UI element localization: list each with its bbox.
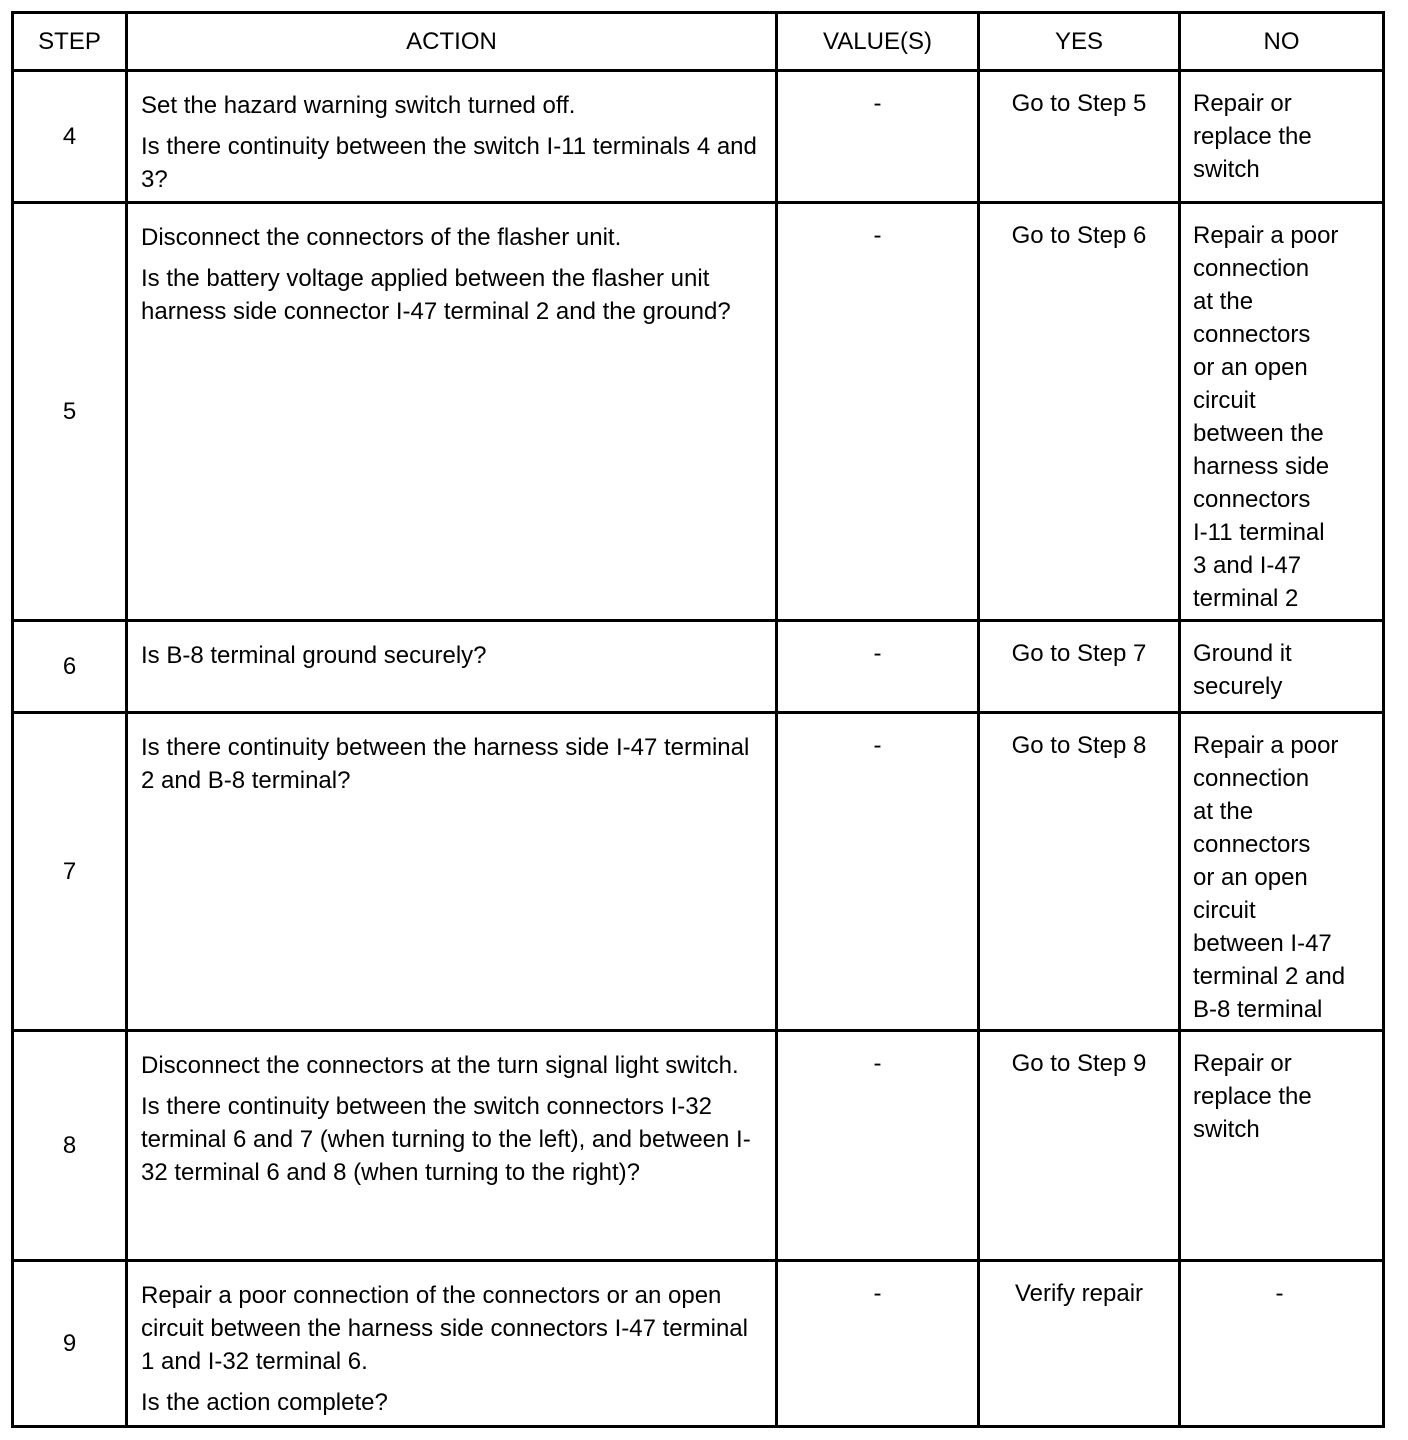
no-text-line: replace the: [1193, 123, 1312, 150]
no-text-line: connectors: [1193, 486, 1311, 513]
value-cell: -: [777, 203, 979, 621]
no-text-line: Repair or: [1193, 90, 1292, 117]
action-cell: [127, 713, 777, 1031]
yes-cell: Go to Step 9: [979, 1031, 1180, 1261]
step-number: 5: [13, 203, 127, 621]
no-text-line: switch: [1193, 1116, 1260, 1143]
no-text-line: terminal 2: [1193, 585, 1299, 612]
no-text-line: connectors: [1193, 831, 1311, 858]
step-number: 7: [13, 713, 127, 1031]
action-text: Is there continuity between the switch connectors I-32 terminal 6 and 7 (when turning to the left), and between I-32 terminal 6 and 8 (when turning to the right)?: [141, 1093, 751, 1186]
step-number: 4: [13, 71, 127, 203]
no-cell: [1180, 621, 1384, 713]
step-number: 9: [13, 1261, 127, 1427]
action-text: Disconnect the connectors at the turn signal light switch.: [141, 1052, 739, 1079]
action-text: Disconnect the connectors of the flasher unit.: [141, 224, 622, 251]
table-row: [13, 203, 1384, 621]
no-text-line: or an open: [1193, 354, 1308, 381]
value-cell: -: [777, 713, 979, 1031]
table-body: [13, 71, 1384, 1427]
no-cell: [1180, 1031, 1384, 1261]
no-text-line: between I-47: [1193, 930, 1332, 957]
header-action: ACTION: [127, 13, 777, 71]
no-text-line: connection: [1193, 255, 1310, 282]
no-text-line: circuit: [1193, 897, 1256, 924]
table-row: [13, 1261, 1384, 1427]
no-text-line: connectors: [1193, 321, 1311, 348]
no-cell: [1180, 71, 1384, 203]
no-text-line: 3 and I-47: [1193, 552, 1302, 579]
no-text-line: I-11 terminal: [1193, 519, 1325, 546]
action-cell: [127, 1031, 777, 1261]
no-text-line: harness side: [1193, 453, 1330, 480]
action-cell: [127, 621, 777, 713]
no-text-line: between the: [1193, 420, 1324, 447]
no-cell: [1180, 713, 1384, 1031]
step-number: 8: [13, 1031, 127, 1261]
table-row: [13, 621, 1384, 713]
yes-cell: Go to Step 7: [979, 621, 1180, 713]
no-text-line: Repair a poor: [1193, 222, 1339, 249]
no-text-line: Ground it: [1193, 640, 1292, 667]
no-cell: [1180, 203, 1384, 621]
no-text-line: switch: [1193, 156, 1260, 183]
no-text-line: Repair a poor: [1193, 732, 1339, 759]
no-text-line: circuit: [1193, 387, 1256, 414]
action-text: Is there continuity between the switch I-11 terminals 4 and 3?: [141, 133, 757, 193]
no-text-line: at the: [1193, 798, 1254, 825]
action-text: Is the battery voltage applied between the flasher unit harness side connector I-47 terminal 2 and the ground?: [141, 265, 731, 325]
yes-cell: Go to Step 6: [979, 203, 1180, 621]
value-cell: -: [777, 1031, 979, 1261]
action-text: Is there continuity between the harness side I-47 terminal 2 and B-8 terminal?: [141, 734, 750, 794]
action-text: Is the action complete?: [141, 1389, 388, 1416]
action-cell: [127, 203, 777, 621]
no-text-line: or an open: [1193, 864, 1308, 891]
no-text-line: -: [1275, 1280, 1284, 1307]
no-text-line: securely: [1193, 673, 1283, 700]
action-text: Is B-8 terminal ground securely?: [141, 642, 487, 669]
value-cell: -: [777, 71, 979, 203]
step-number: 6: [13, 621, 127, 713]
table-row: [13, 713, 1384, 1031]
action-cell: [127, 1261, 777, 1427]
header-yes: YES: [979, 13, 1180, 71]
yes-cell: Verify repair: [979, 1261, 1180, 1427]
header-row: [13, 13, 1384, 71]
header-values: VALUE(S): [777, 13, 979, 71]
no-text-line: Repair or: [1193, 1050, 1292, 1077]
no-text-line: connection: [1193, 765, 1310, 792]
value-cell: -: [777, 1261, 979, 1427]
table-row: [13, 71, 1384, 203]
header-step: STEP: [13, 13, 127, 71]
no-text-line: replace the: [1193, 1083, 1312, 1110]
action-text: Repair a poor connection of the connectors or an open circuit between the harness side connectors I-47 terminal 1 and I-32 terminal 6.: [141, 1282, 748, 1375]
diagnostic-table: [11, 11, 1385, 1428]
action-text: Set the hazard warning switch turned off.: [141, 92, 576, 119]
value-cell: -: [777, 621, 979, 713]
table-row: [13, 1031, 1384, 1261]
no-text-line: B-8 terminal: [1193, 996, 1323, 1023]
no-text-line: at the: [1193, 288, 1254, 315]
no-text-line: terminal 2 and: [1193, 963, 1346, 990]
yes-cell: Go to Step 5: [979, 71, 1180, 203]
yes-cell: Go to Step 8: [979, 713, 1180, 1031]
header-no: NO: [1180, 13, 1384, 71]
no-cell: [1180, 1261, 1384, 1427]
action-cell: [127, 71, 777, 203]
